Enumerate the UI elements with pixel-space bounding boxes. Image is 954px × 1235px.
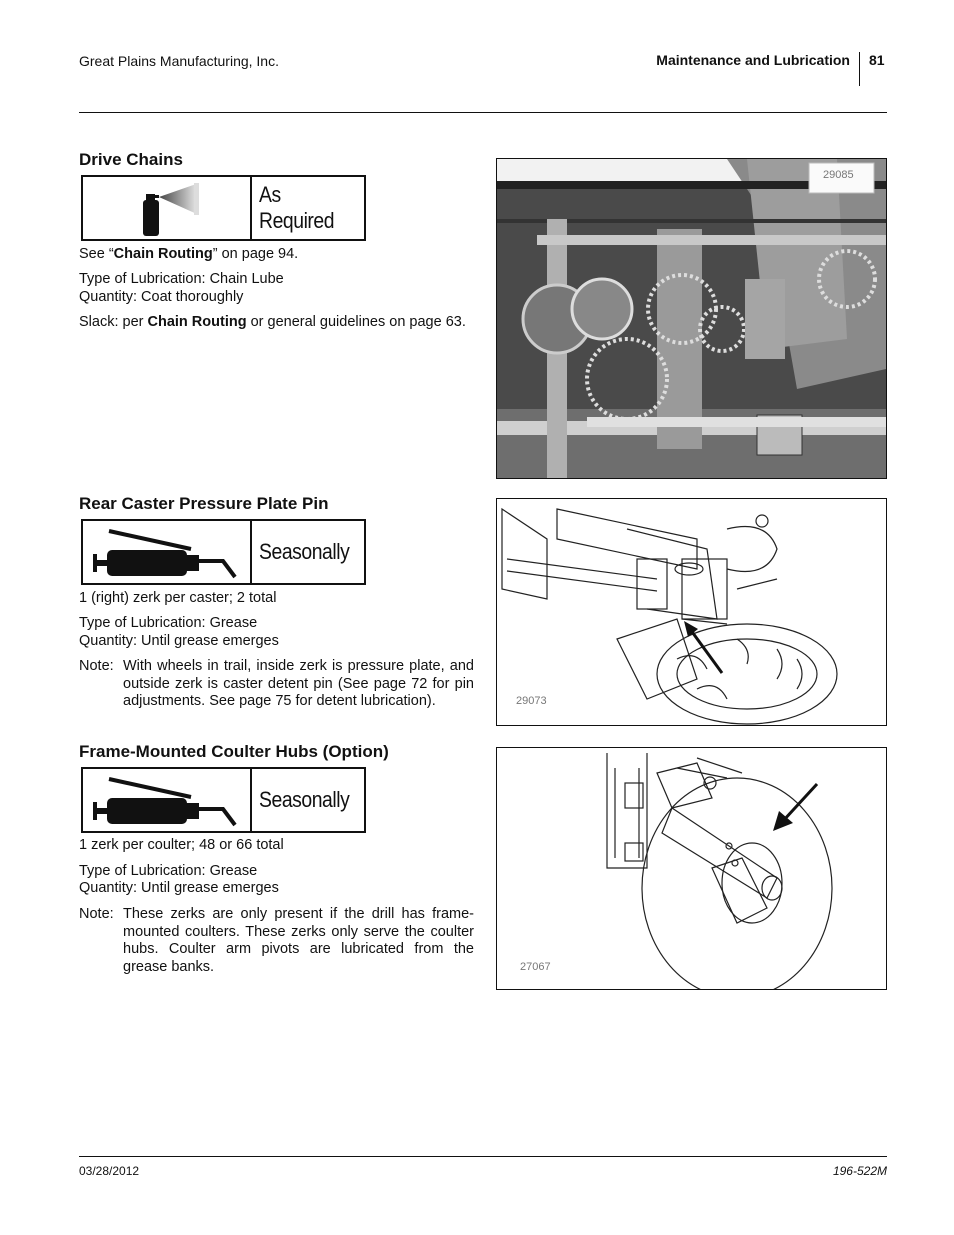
drive-chains-slack: Slack: per Chain Routing or general guidelines on page 63. [79,314,466,330]
coulter-lube-type: Type of Lubrication: Grease [79,863,258,879]
note-label: Note: [79,906,114,922]
frequency-box-rear-caster [81,519,366,585]
page-number: 81 [869,52,885,68]
figure-number: 29073 [516,695,547,707]
section-title-drive-chains: Drive Chains [79,150,183,169]
grease-gun-icon [83,769,252,831]
coulter-note [79,906,474,976]
frequency-label: Seasonally [259,787,350,812]
section-title-coulter-hubs: Frame-Mounted Coulter Hubs (Option) [79,742,389,761]
header-company: Great Plains Manufacturing, Inc. [79,53,279,69]
frequency-box-drive-chains [81,175,366,241]
frequency-label: Seasonally [259,539,350,564]
spray-can-icon [83,177,252,239]
footer-date: 03/28/2012 [79,1164,140,1178]
note-label: Note: [79,658,114,674]
rear-caster-note [79,658,474,711]
rear-caster-quantity: Quantity: Until grease emerges [79,633,279,649]
note-text: With wheels in trail, inside zerk is pressure plate, and outside zerk is caster detent pin (See page 72 for pin adjustments. See page 75 for detent lubrication). [123,658,474,709]
drive-chains-photo [496,158,887,479]
rear-caster-diagram [496,498,887,726]
drive-chains-see: See “Chain Routing” on page 94. [79,246,299,262]
header-divider [859,52,860,86]
rear-caster-lube-type: Type of Lubrication: Grease [79,615,258,631]
frequency-label: As Required [259,182,335,233]
coulter-zerks: 1 zerk per coulter; 48 or 66 total [79,837,284,853]
drive-chains-lube: Type of Lubrication: Chain Lube Quantity: Coat thoroughly [79,271,284,305]
coulter-hub-diagram [496,747,887,990]
header-rule [79,112,887,113]
footer-document-number: 196-522M [832,1164,887,1178]
grease-gun-icon [83,521,252,583]
figure-number: 27067 [520,961,551,973]
section-title-rear-caster: Rear Caster Pressure Plate Pin [79,494,329,513]
figure-number: 29085 [823,169,854,181]
frequency-box-coulter-hubs [81,767,366,833]
rear-caster-zerks: 1 (right) zerk per caster; 2 total [79,590,277,606]
footer-rule [79,1156,887,1157]
coulter-quantity: Quantity: Until grease emerges [79,880,279,896]
header-section: Maintenance and Lubrication [656,52,850,68]
note-text: These zerks are only present if the drill has frame-mounted coulters. These zerks only serve the coulter hubs. Coulter arm pivots are lubricated from the grease banks. [123,906,474,975]
